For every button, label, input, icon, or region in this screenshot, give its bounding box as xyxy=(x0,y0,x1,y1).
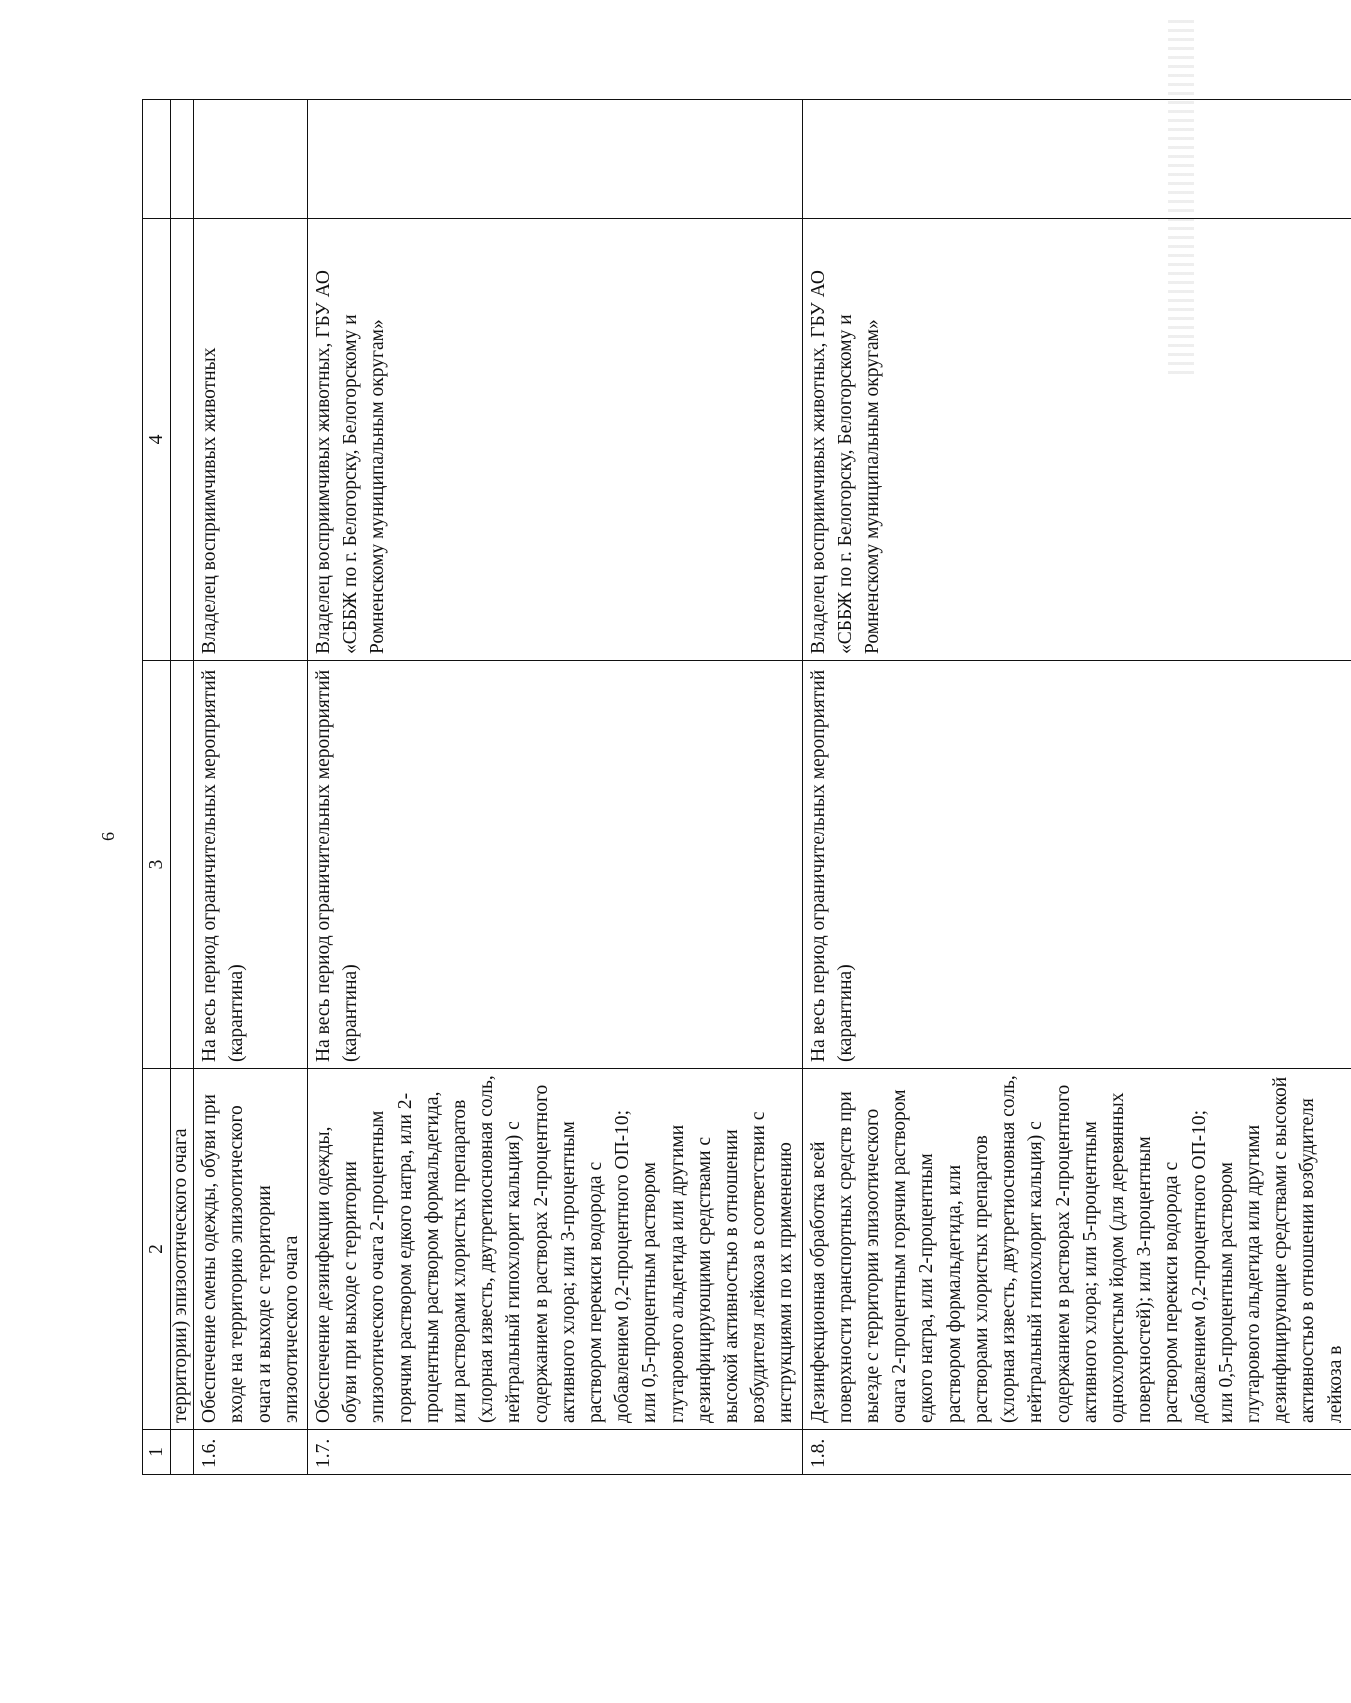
measures-table xyxy=(142,99,1351,1475)
period-text: На весь период ограничительных мероприятий (карантина) xyxy=(194,661,308,1069)
table-row xyxy=(802,100,1351,1475)
period-text: На весь период ограничительных мероприятий (карантина) xyxy=(308,661,803,1069)
header-col-2: 2 xyxy=(143,1069,171,1430)
measure-text: Обеспечение смены одежды, обуви при входе на территорию эпизоотического очага и выходе с территории эпизоотического очага xyxy=(194,1069,308,1430)
row-number: 1.8. xyxy=(802,1430,1351,1475)
empty-cell xyxy=(308,100,803,219)
header-col-4: 4 xyxy=(143,219,171,661)
period-text: На весь период ограничительных мероприятий (карантина) xyxy=(802,661,1351,1069)
continuation-empty-cell xyxy=(171,219,194,661)
continuation-empty-cell xyxy=(171,100,194,219)
table-header-row xyxy=(143,100,171,1475)
responsible-text: Владелец восприимчивых животных, ГБУ АО «СББЖ по г. Белогорску, Белогорскому и Ромненскому муниципальным округам» xyxy=(802,219,1351,661)
continuation-row xyxy=(171,100,194,1475)
continuation-num-cell xyxy=(171,1430,194,1475)
header-col-1: 1 xyxy=(143,1430,171,1475)
responsible-text: Владелец восприимчивых животных xyxy=(194,219,308,661)
table-row xyxy=(308,100,803,1475)
page-number: 6 xyxy=(98,832,118,841)
row-number: 1.6. xyxy=(194,1430,308,1475)
responsible-text: Владелец восприимчивых животных, ГБУ АО «СББЖ по г. Белогорску, Белогорскому и Ромненскому муниципальным округам» xyxy=(308,219,803,661)
measure-text: Дезинфекционная обработка всей поверхности транспортных средств при выезде с территории эпизоотического очага 2-процентным горячим раствором едкого натра, или 2-процентным раствором формальдегида, или растворами хлористых препаратов (хлорная известь, двутретиосновная соль, нейтральный гипохлорит кальция) с содержанием в растворах 2-процентного активного хлора; или 5-процентным однохлористым йодом (для деревянных поверхностей); или 3-процентным раствором перекиси водорода с добавлением 0,2-процентного ОП-10; или 0,5-процентным раствором глутарового альдегида или другими дезинфицирующие средствами с высокой активностью в отношении возбудителя лейкоза в xyxy=(802,1069,1351,1430)
header-empty-col xyxy=(143,100,171,219)
row-number: 1.7. xyxy=(308,1430,803,1475)
header-col-3: 3 xyxy=(143,661,171,1069)
rotated-page-content xyxy=(142,100,1346,1475)
continuation-empty-cell xyxy=(171,661,194,1069)
measure-text: Обеспечение дезинфекции одежды, обуви при выходе с территории эпизоотического очага 2-процентным горячим раствором едкого натра, или 2-процентным раствором формальдегида, или растворами хлористых препаратов (хлорная известь, двутретиосновная соль, нейтральный гипохлорит кальция) с содержанием в растворах 2-процентного активного хлора; или 3-процентным раствором перекиси водорода с добавлением 0,2-процентного ОП-10; или 0,5-процентным раствором глутарового альдегида или другими дезинфицирующими средствами с высокой активностью в отношении возбудителя лейкоза в соответствии с инструкциями по их применению xyxy=(308,1069,803,1430)
continuation-text: территории) эпизоотического очага xyxy=(171,1069,194,1430)
table-row xyxy=(194,100,308,1475)
empty-cell xyxy=(802,100,1351,219)
empty-cell xyxy=(194,100,308,219)
